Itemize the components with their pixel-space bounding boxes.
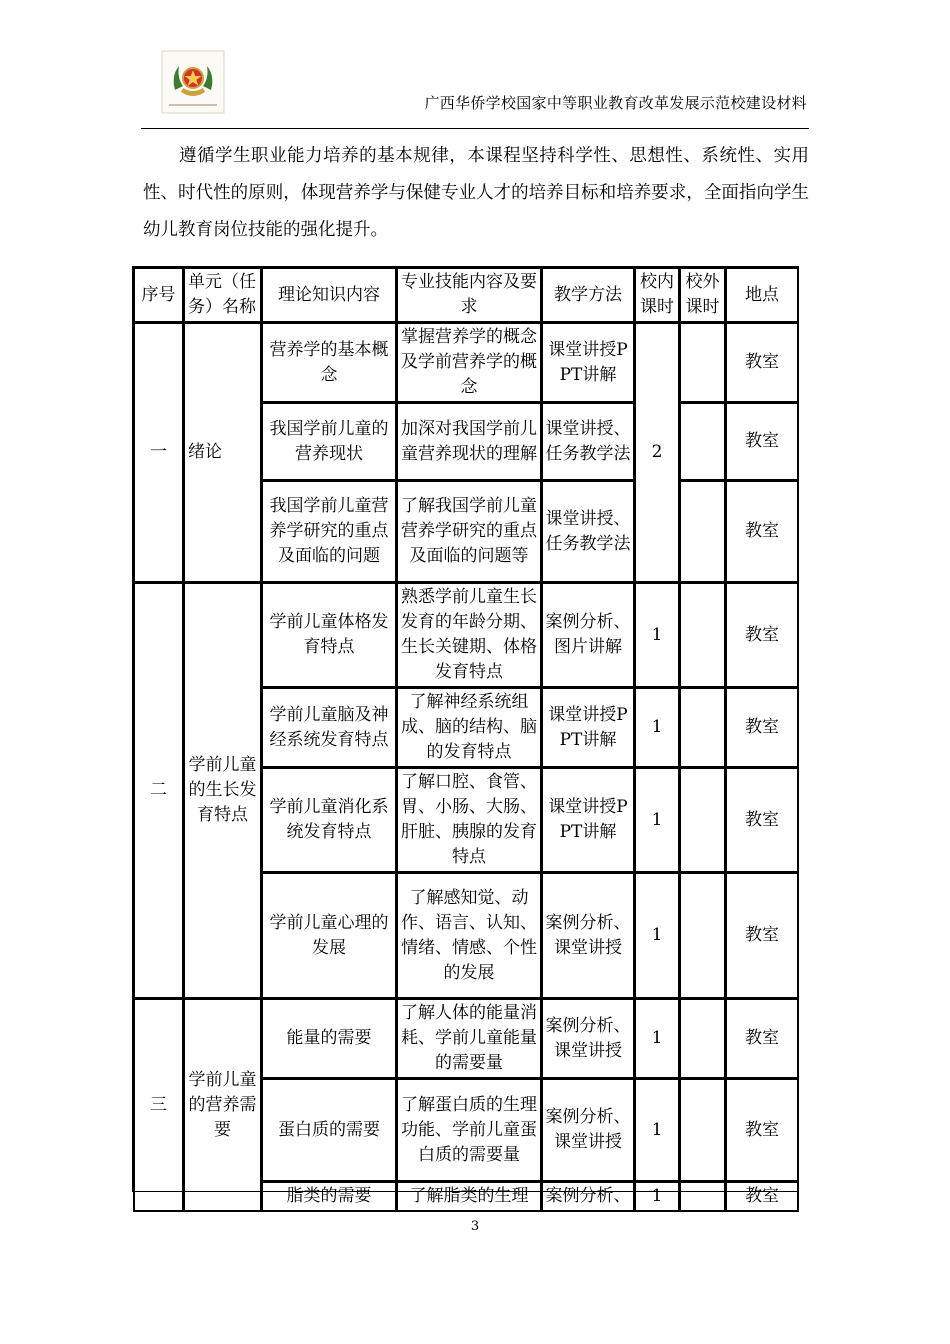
in-hours-cell: 1	[635, 1182, 680, 1212]
in-hours-cell: 1	[635, 583, 680, 688]
place-cell: 教室	[726, 688, 799, 768]
header-skill: 专业技能内容及要求	[397, 268, 542, 323]
header-divider	[141, 128, 809, 129]
school-emblem-icon	[161, 50, 225, 114]
header-in-hours: 校内课时	[635, 268, 680, 323]
in-hours-cell: 1	[635, 1079, 680, 1182]
place-cell: 教室	[726, 999, 799, 1079]
method-cell: 课堂讲授PPT讲解	[542, 768, 635, 873]
skill-cell: 掌握营养学的概念及学前营养学的概念	[397, 323, 542, 403]
unit-num: 三	[134, 999, 184, 1212]
out-hours-cell	[680, 999, 726, 1079]
skill-cell: 了解神经系统组成、脑的结构、脑的发育特点	[397, 688, 542, 768]
unit-name: 学前儿童的营养需要	[184, 999, 262, 1212]
skill-cell: 了解蛋白质的生理功能、学前儿童蛋白质的需要量	[397, 1079, 542, 1182]
table-header-row	[134, 268, 799, 323]
method-cell: 案例分析、课堂讲授	[542, 1079, 635, 1182]
skill-cell: 了解口腔、食管、胃、小肠、大肠、肝脏、胰腺的发育特点	[397, 768, 542, 873]
in-hours-cell: 2	[635, 323, 680, 583]
theory-cell: 营养学的基本概念	[262, 323, 397, 403]
course-plan-table	[133, 267, 799, 1212]
theory-cell: 我国学前儿童的营养现状	[262, 403, 397, 481]
place-cell: 教室	[726, 583, 799, 688]
place-cell: 教室	[726, 873, 799, 999]
place-cell: 教室	[726, 481, 799, 583]
header-out-hours: 校外课时	[680, 268, 726, 323]
header-theory: 理论知识内容	[262, 268, 397, 323]
in-hours-cell: 1	[635, 999, 680, 1079]
theory-cell: 蛋白质的需要	[262, 1079, 397, 1182]
place-cell: 教室	[726, 1182, 799, 1212]
unit-name: 绪论	[184, 323, 262, 583]
in-hours-cell: 1	[635, 768, 680, 873]
method-cell: 案例分析、图片讲解	[542, 583, 635, 688]
theory-cell: 学前儿童体格发育特点	[262, 583, 397, 688]
out-hours-cell	[680, 583, 726, 688]
unit-num: 二	[134, 583, 184, 999]
method-cell: 课堂讲授、任务教学法	[542, 481, 635, 583]
unit-num: 一	[134, 323, 184, 583]
theory-cell: 我国学前儿童营养学研究的重点及面临的问题	[262, 481, 397, 583]
unit-name: 学前儿童的生长发育特点	[184, 583, 262, 999]
theory-cell: 学前儿童心理的发展	[262, 873, 397, 999]
place-cell: 教室	[726, 1079, 799, 1182]
out-hours-cell	[680, 1182, 726, 1212]
out-hours-cell	[680, 688, 726, 768]
skill-cell: 加深对我国学前儿童营养现状的理解	[397, 403, 542, 481]
place-cell: 教室	[726, 323, 799, 403]
out-hours-cell	[680, 873, 726, 999]
intro-text: 遵循学生职业能力培养的基本规律，本课程坚持科学性、思想性、系统性、实用性、时代性的原则，体现营养学与保健专业人才的培养目标和培养要求，全面指向学生幼儿教育岗位技能的强化提升。	[143, 146, 809, 240]
method-cell: 课堂讲授PPT讲解	[542, 688, 635, 768]
skill-cell: 了解感知觉、动作、语言、认知、情绪、情感、个性的发展	[397, 873, 542, 999]
theory-cell: 学前儿童脑及神经系统发育特点	[262, 688, 397, 768]
table-row	[134, 323, 799, 403]
in-hours-cell: 1	[635, 873, 680, 999]
theory-cell: 能量的需要	[262, 999, 397, 1079]
place-cell: 教室	[726, 403, 799, 481]
method-cell: 课堂讲授、任务教学法	[542, 403, 635, 481]
page-number: 3	[470, 1219, 480, 1234]
header-place: 地点	[726, 268, 799, 323]
method-cell: 案例分析、课堂讲授	[542, 999, 635, 1079]
skill-cell: 熟悉学前儿童生长发育的年龄分期、生长关键期、体格发育特点	[397, 583, 542, 688]
table-row	[134, 999, 799, 1079]
out-hours-cell	[680, 403, 726, 481]
method-cell: 案例分析、	[542, 1182, 635, 1212]
skill-cell: 了解脂类的生理	[397, 1182, 542, 1212]
out-hours-cell	[680, 481, 726, 583]
header-method: 教学方法	[542, 268, 635, 323]
skill-cell: 了解人体的能量消耗、学前儿童能量的需要量	[397, 999, 542, 1079]
intro-paragraph	[143, 138, 809, 249]
theory-cell: 学前儿童消化系统发育特点	[262, 768, 397, 873]
header-unit: 单元（任务）名称	[184, 268, 262, 323]
table-row	[134, 583, 799, 688]
in-hours-cell: 1	[635, 688, 680, 768]
out-hours-cell	[680, 768, 726, 873]
theory-cell: 脂类的需要	[262, 1182, 397, 1212]
method-cell: 案例分析、课堂讲授	[542, 873, 635, 999]
header-num: 序号	[134, 268, 184, 323]
out-hours-cell	[680, 1079, 726, 1182]
place-cell: 教室	[726, 768, 799, 873]
header-title: 广西华侨学校国家中等职业教育改革发展示范校建设材料	[424, 94, 807, 112]
out-hours-cell	[680, 323, 726, 403]
method-cell: 课堂讲授PPT讲解	[542, 323, 635, 403]
skill-cell: 了解我国学前儿童营养学研究的重点及面临的问题等	[397, 481, 542, 583]
